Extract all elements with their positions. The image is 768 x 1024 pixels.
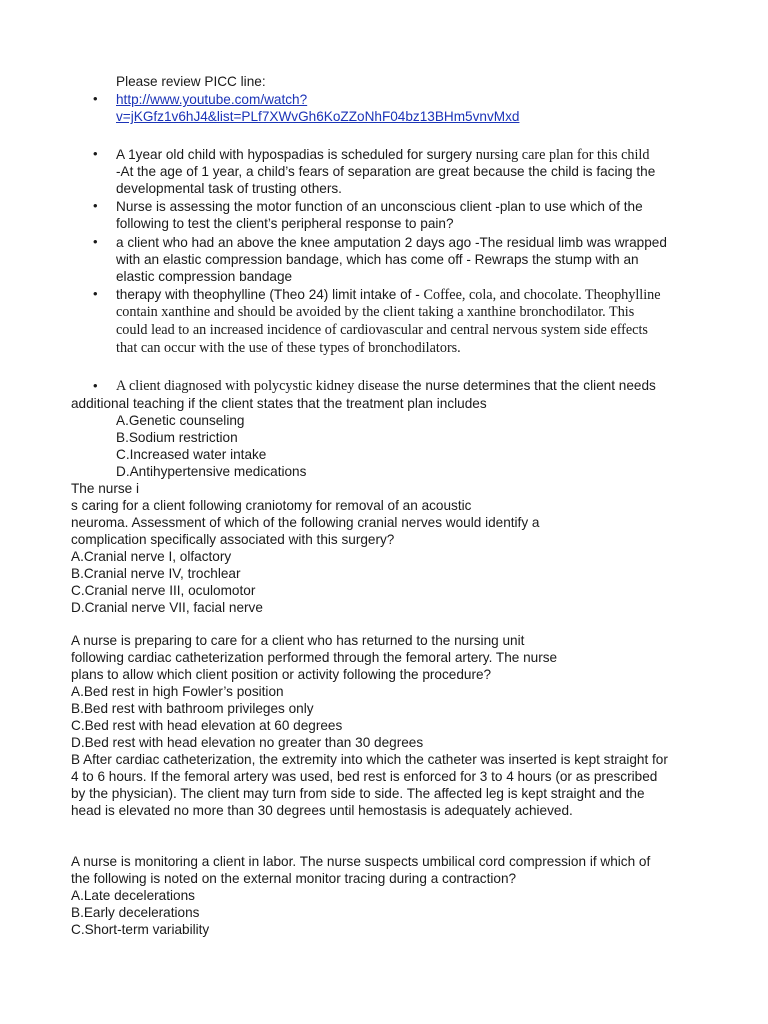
answer-explanation: B After cardiac catheterization, the extremity into which the catheter was inserted is kept straight for <box>71 752 668 767</box>
question-polycystic-kidney-line2: additional teaching if the client states that the treatment plan includes <box>71 396 487 411</box>
question-polycystic-kidney <box>116 377 656 395</box>
bullet-hypospadias-serif: nursing care plan for this child <box>475 147 650 163</box>
bullet-icon: • <box>93 146 98 161</box>
question-cardiac-catheterization-line3: plans to allow which client position or activity following the procedure? <box>71 667 492 682</box>
bullet-icon: • <box>93 198 98 213</box>
bullet-theophylline-text: therapy with theophylline (Theo 24) limit intake of - <box>116 287 420 302</box>
bullet-theophylline-line4: that can occur with the use of these types of bronchodilators. <box>116 340 461 356</box>
answer-explanation-line3: by the physician). The client may turn from side to side. The affected leg is kept straight and the <box>71 786 645 801</box>
question-polycystic-kidney-text: the nurse determines that the client needs <box>402 378 656 393</box>
answer-option-d: D.Bed rest with head elevation no greater than 30 degrees <box>71 735 424 750</box>
answer-option-b: B.Bed rest with bathroom privileges only <box>71 701 314 716</box>
bullet-hypospadias-text: A 1year old child with hypospadias is scheduled for surgery <box>116 147 472 162</box>
bullet-amputation-line3: elastic compression bandage <box>116 269 293 284</box>
question-craniotomy-line2: s caring for a client following craniotomy for removal of an acoustic <box>71 498 472 513</box>
answer-option-b: B.Sodium restriction <box>116 430 238 445</box>
bullet-theophylline-serif: Coffee, cola, and chocolate. Theophylline <box>423 287 661 303</box>
answer-option-b: B.Early decelerations <box>71 905 200 920</box>
bullet-icon: • <box>93 91 98 106</box>
question-cardiac-catheterization-line2: following cardiac catheterization performed through the femoral artery. The nurse <box>71 650 558 665</box>
bullet-theophylline-line2: contain xanthine and should be avoided by the client taking a xanthine bronchodilator. This <box>116 304 635 320</box>
bullet-amputation: a client who had an above the knee amputation 2 days ago -The residual limb was wrapped <box>116 235 667 250</box>
bullet-icon: • <box>93 286 98 301</box>
bullet-hypospadias-line2: -At the age of 1 year, a child’s fears of separation are great because the child is facing the <box>116 164 656 179</box>
answer-option-a: A.Genetic counseling <box>116 413 245 428</box>
bullet-motor-function: Nurse is assessing the motor function of an unconscious client -plan to use which of the <box>116 199 643 214</box>
answer-option-c: C.Increased water intake <box>116 447 267 462</box>
bullet-motor-function-line2: following to test the client’s peripheral response to pain? <box>116 216 454 231</box>
question-polycystic-kidney-serif: A client diagnosed with polycystic kidney disease <box>116 378 399 394</box>
intro-text: Please review PICC line: <box>116 74 266 89</box>
bullet-theophylline-line3: could lead to an increased incidence of cardiovascular and central nervous system side effects <box>116 322 648 338</box>
answer-option-a: A.Bed rest in high Fowler’s position <box>71 684 284 699</box>
question-labor-monitoring: A nurse is monitoring a client in labor. The nurse suspects umbilical cord compression if which of <box>71 854 651 869</box>
answer-option-c: C.Short-term variability <box>71 922 210 937</box>
answer-explanation-line4: head is elevated no more than 30 degrees until hemostasis is adequately achieved. <box>71 803 573 818</box>
question-craniotomy-line3: neuroma. Assessment of which of the following cranial nerves would identify a <box>71 515 540 530</box>
bullet-amputation-line2: with an elastic compression bandage, which has come off - Rewraps the stump with an <box>116 252 639 267</box>
video-link[interactable]: http://www.youtube.com/watch? <box>116 92 308 107</box>
question-cardiac-catheterization: A nurse is preparing to care for a client who has returned to the nursing unit <box>71 633 525 648</box>
answer-option-c: C.Cranial nerve III, oculomotor <box>71 583 256 598</box>
bullet-hypospadias-line3: developmental task of trusting others. <box>116 181 342 196</box>
video-link-continued[interactable]: v=jKGfz1v6hJ4&list=PLf7XWvGh6KoZZoNhF04bz13BHm5vnvMxd <box>116 109 520 124</box>
bullet-icon: • <box>93 234 98 249</box>
answer-explanation-line2: 4 to 6 hours. If the femoral artery was used, bed rest is enforced for 3 to 4 hours (or as prescribed <box>71 769 658 784</box>
answer-option-d: D.Antihypertensive medications <box>116 464 307 479</box>
answer-option-c: C.Bed rest with head elevation at 60 degrees <box>71 718 343 733</box>
answer-option-a: A.Cranial nerve I, olfactory <box>71 549 232 564</box>
question-labor-monitoring-line2: the following is noted on the external monitor tracing during a contraction? <box>71 871 517 886</box>
answer-option-d: D.Cranial nerve VII, facial nerve <box>71 600 263 615</box>
answer-option-a: A.Late decelerations <box>71 888 195 903</box>
bullet-theophylline <box>116 286 661 304</box>
question-craniotomy-line4: complication specifically associated with this surgery? <box>71 532 395 547</box>
bullet-hypospadias <box>116 146 649 164</box>
question-craniotomy: The nurse i <box>71 481 140 496</box>
answer-option-b: B.Cranial nerve IV, trochlear <box>71 566 241 581</box>
bullet-icon: • <box>93 378 98 393</box>
